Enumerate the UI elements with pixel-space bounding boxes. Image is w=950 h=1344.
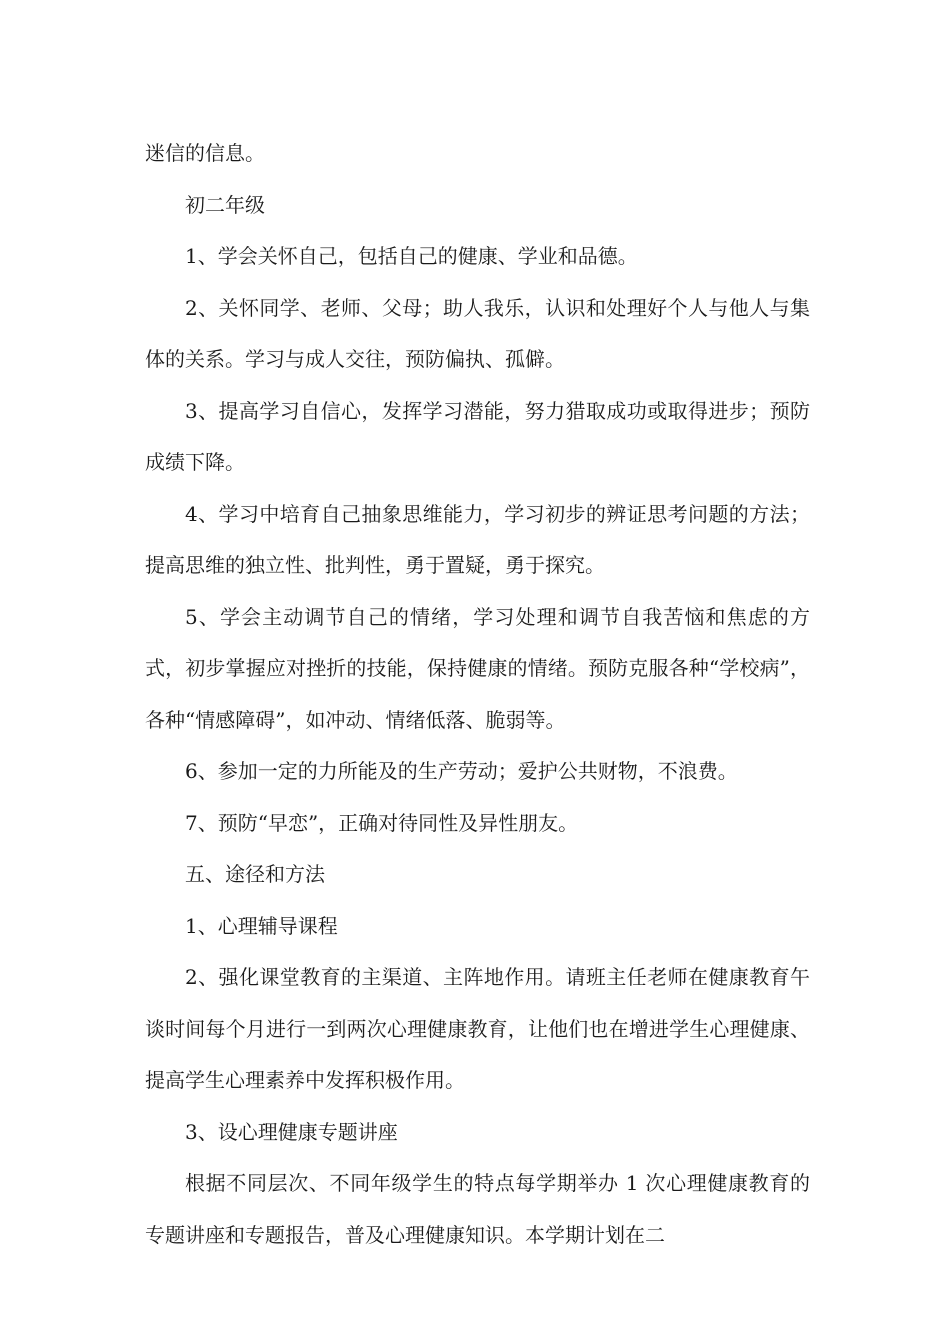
list-item: 2、强化课堂教育的主渠道、主阵地作用。请班主任老师在健康教育午谈时间每个月进行一到两次心理健康教育，让他们也在增进学生心理健康、提高学生心理素养中发挥积极作用。 [145,965,810,1092]
paragraph: 根据不同层次、不同年级学生的特点每学期举办 1 次心理健康教育的专题讲座和专题报告，普及心理健康知识。本学期计划在二 [145,1171,810,1247]
list-item: 1、心理辅导课程 [185,913,338,938]
section-heading-grade-two: 初二年级 [185,192,265,217]
list-item: 1、学会关怀自己，包括自己的健康、学业和品德。 [185,244,638,268]
list-item: 5、学会主动调节自己的情绪，学习处理和调节自我苦恼和焦虑的方式，初步掌握应对挫折的技能，保持健康的情绪。预防克服各种“学校病”，各种“情感障碍”，如冲动、情绪低落、脆弱等。 [145,604,810,732]
paragraph-continuation: 迷信的信息。 [145,141,265,165]
list-item: 3、设心理健康专题讲座 [185,1119,398,1144]
list-item: 2、关怀同学、老师、父母；助人我乐，认识和处理好个人与他人与集体的关系。学习与成人交往，预防偏执、孤僻。 [145,295,810,371]
list-item: 4、学习中培育自己抽象思维能力，学习初步的辨证思考问题的方法；提高思维的独立性、批判性，勇于置疑，勇于探究。 [145,501,810,577]
document-body [145,128,810,1261]
section-heading-methods: 五、途径和方法 [185,862,325,886]
list-item: 6、参加一定的力所能及的生产劳动；爱护公共财物，不浪费。 [185,759,738,783]
list-item: 7、预防“早恋”，正确对待同性及异性朋友。 [185,810,579,835]
list-item: 3、提高学习自信心，发挥学习潜能，努力猎取成功或取得进步；预防成绩下降。 [145,398,810,474]
